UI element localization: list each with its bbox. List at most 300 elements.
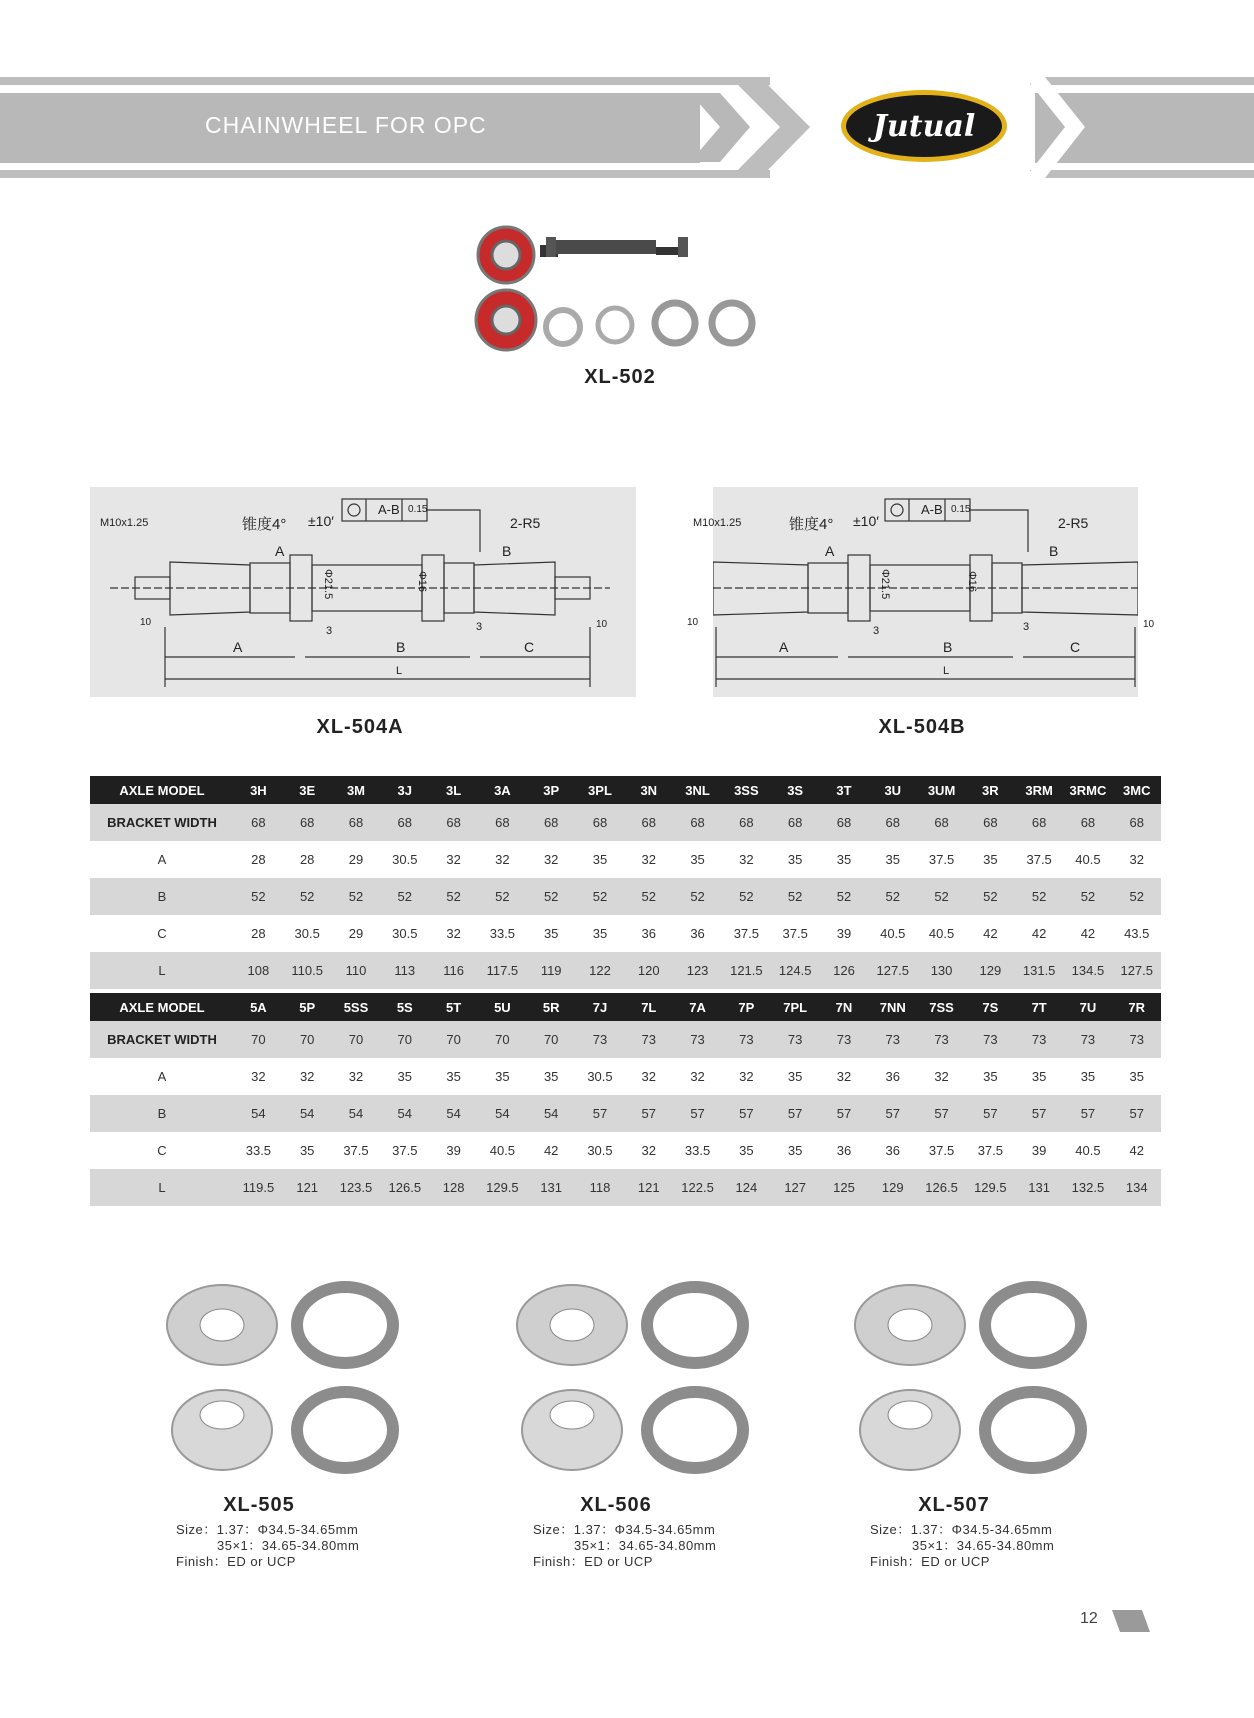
- table-cell: 57: [966, 1095, 1015, 1132]
- header-model-cell: 5P: [283, 993, 332, 1021]
- table-cell: 35: [397, 1069, 413, 1084]
- table-cell: 57: [1064, 1095, 1113, 1132]
- table-cell: 52: [1015, 878, 1064, 915]
- table-cell: 110: [332, 952, 381, 989]
- header-model-cell: 5T: [429, 993, 478, 1021]
- table-cell: 52: [429, 878, 478, 915]
- dim-b: B: [396, 639, 406, 655]
- dim-l-b: L: [943, 665, 950, 677]
- table-row: [90, 804, 1161, 841]
- row-label: BRACKET WIDTH: [90, 804, 234, 841]
- table-cell: 35: [787, 1069, 803, 1084]
- table-cell: 57: [868, 1095, 917, 1132]
- xl-505-label: XL-505: [223, 1494, 295, 1516]
- header-model-cell: 3RM: [1015, 776, 1064, 804]
- xl-504a-label: XL-504A: [316, 716, 404, 738]
- xl-505-finish: Finish：ED or UCP: [176, 1554, 296, 1569]
- xl-502-label: XL-502: [584, 366, 656, 388]
- table-cell: 32: [446, 852, 461, 867]
- table-cell: 37.5: [1026, 852, 1052, 867]
- logo-text: Jutual: [872, 108, 976, 144]
- table-cell: 68: [722, 804, 771, 841]
- table-cell: 33.5: [684, 1143, 711, 1158]
- xl-504b-label: XL-504B: [878, 716, 966, 738]
- table-row: [90, 915, 1161, 952]
- header-model-cell: 3A: [478, 776, 527, 804]
- header-model-cell: 7R: [1112, 993, 1161, 1021]
- table-cell: 42: [983, 926, 998, 941]
- table-cell: 131: [527, 1169, 576, 1206]
- table-cell: 123.5: [332, 1169, 381, 1206]
- table-cell: 68: [917, 804, 966, 841]
- datum-a: A: [275, 543, 285, 559]
- table-row: [90, 878, 1161, 915]
- table-cell: 39: [1031, 1143, 1047, 1158]
- table-cell: 52: [1112, 878, 1161, 915]
- table-cell: 32: [495, 852, 510, 867]
- table-cell: 52: [917, 878, 966, 915]
- header-model-cell: 3RMC: [1064, 776, 1113, 804]
- xl-506-finish: Finish：ED or UCP: [533, 1554, 653, 1569]
- table-row: [90, 1058, 1161, 1095]
- table-cell: 119: [527, 952, 576, 989]
- header-model-cell: 3MC: [1112, 776, 1161, 804]
- table-cell: 54: [429, 1095, 478, 1132]
- row-label: B: [90, 878, 234, 915]
- table-cell: 37.5: [928, 1143, 955, 1158]
- header-model-cell: 3P: [527, 776, 576, 804]
- table-cell: 54: [380, 1095, 429, 1132]
- diameter-16-b: Φ16: [966, 571, 978, 593]
- page-title: CHAINWHEEL FOR OPC: [205, 112, 487, 138]
- header-model-cell: 7P: [722, 993, 771, 1021]
- header-model-cell: 5SS: [332, 993, 381, 1021]
- table-cell: 73: [966, 1021, 1015, 1058]
- table-cell: 68: [966, 804, 1015, 841]
- row-label: BRACKET WIDTH: [90, 1021, 234, 1058]
- table-cell: 73: [722, 1021, 771, 1058]
- table-cell: 35: [543, 1069, 559, 1084]
- table-cell: 52: [624, 878, 673, 915]
- header-model-cell: 7N: [820, 993, 869, 1021]
- table-cell: 119.5: [234, 1169, 283, 1206]
- header-model-cell: 5U: [478, 993, 527, 1021]
- dim-c-b: C: [1070, 639, 1081, 655]
- table-cell: 32: [446, 926, 461, 941]
- table-cell: 68: [380, 804, 429, 841]
- table-cell: 40.5: [880, 926, 906, 941]
- axle-spec-table-5-7: [90, 993, 1161, 1206]
- xl-507-size-2: 35×1：34.65-34.80mm: [912, 1538, 1055, 1553]
- table-cell: 57: [917, 1095, 966, 1132]
- header-model-cell: 3SS: [722, 776, 771, 804]
- table-cell: 52: [527, 878, 576, 915]
- table-cell: 28: [251, 852, 266, 867]
- table-row: [90, 1132, 1161, 1169]
- table-cell: 39: [446, 1143, 461, 1158]
- table-cell: 54: [283, 1095, 332, 1132]
- table-cell: 52: [332, 878, 381, 915]
- table-cell: 125: [820, 1169, 869, 1206]
- table-cell: 33.5: [245, 1143, 272, 1158]
- table-cell: 70: [380, 1021, 429, 1058]
- table-cell: 68: [1064, 804, 1113, 841]
- table-cell: 30.5: [294, 926, 320, 941]
- thread-spec-b: M10x1.25: [693, 517, 742, 529]
- table-cell: 68: [1015, 804, 1064, 841]
- table-cell: 42: [1129, 1143, 1144, 1158]
- radius-spec-b: 2-R5: [1058, 515, 1089, 531]
- table-cell: 52: [673, 878, 722, 915]
- table-cell: 57: [624, 1095, 673, 1132]
- runout-datum: A-B: [378, 502, 400, 517]
- table-row: [90, 841, 1161, 878]
- thread-spec: M10x1.25: [100, 517, 149, 529]
- table-cell: 68: [527, 804, 576, 841]
- table-cell: 40.5: [928, 926, 955, 941]
- header-model-cell: 3L: [429, 776, 478, 804]
- table-cell: 70: [527, 1021, 576, 1058]
- header-model-cell: 3T: [820, 776, 869, 804]
- table-cell: 68: [868, 804, 917, 841]
- table-cell: 35: [739, 1143, 754, 1158]
- table-cell: 131.5: [1015, 952, 1064, 989]
- table-cell: 73: [576, 1021, 625, 1058]
- table-cell: 52: [771, 878, 820, 915]
- table-cell: 57: [673, 1095, 722, 1132]
- table-cell: 124: [722, 1169, 771, 1206]
- xl-506-photo: [510, 1280, 770, 1480]
- taper-tolerance: ±10′: [308, 513, 334, 529]
- xl-507-label: XL-507: [918, 1494, 990, 1516]
- xl-506-size-1: Size：1.37：Φ34.5-34.65mm: [533, 1522, 716, 1537]
- table-cell: 127.5: [868, 952, 917, 989]
- table-cell: 70: [429, 1021, 478, 1058]
- table-cell: 29: [348, 852, 364, 867]
- table-cell: 57: [771, 1095, 820, 1132]
- table-cell: 39: [836, 926, 852, 941]
- table-cell: 134.5: [1064, 952, 1113, 989]
- xl-506-size-2: 35×1：34.65-34.80mm: [574, 1538, 717, 1553]
- table-cell: 35: [787, 852, 803, 867]
- table-cell: 32: [641, 1143, 656, 1158]
- table-cell: 73: [917, 1021, 966, 1058]
- table-cell: 35: [543, 926, 559, 941]
- table-row: [90, 1021, 1161, 1058]
- table-cell: 68: [673, 804, 722, 841]
- xl-505-size-2: 35×1：34.65-34.80mm: [217, 1538, 360, 1553]
- table-cell: 121.5: [722, 952, 771, 989]
- table-cell: 57: [820, 1095, 869, 1132]
- table-cell: 42: [1031, 926, 1047, 941]
- xl-505-size-1: Size：1.37：Φ34.5-34.65mm: [176, 1522, 359, 1537]
- header-model-cell: 3H: [234, 776, 283, 804]
- dim-10-right-b: 10: [1143, 619, 1155, 630]
- table-cell: 130: [917, 952, 966, 989]
- table-cell: 129: [966, 952, 1015, 989]
- table-cell: 73: [673, 1021, 722, 1058]
- table-cell: 28: [299, 852, 315, 867]
- table-cell: 129.5: [966, 1169, 1015, 1206]
- table-cell: 40.5: [1075, 852, 1101, 867]
- table-cell: 52: [234, 878, 283, 915]
- table-cell: 68: [234, 804, 283, 841]
- header-model-cell: 3N: [624, 776, 673, 804]
- table-cell: 35: [592, 852, 608, 867]
- runout-value: 0.15: [408, 504, 428, 515]
- table-cell: 73: [1064, 1021, 1113, 1058]
- table-cell: 123: [673, 952, 722, 989]
- dim-c: C: [524, 639, 535, 655]
- brand-logo: [841, 90, 1007, 162]
- table-row: [90, 1169, 1161, 1206]
- table-cell: 68: [1112, 804, 1161, 841]
- table-cell: 122.5: [673, 1169, 722, 1206]
- table-cell: 37.5: [928, 852, 955, 867]
- table-cell: 110.5: [283, 952, 332, 989]
- table-cell: 70: [234, 1021, 283, 1058]
- header-model-cell: 3M: [332, 776, 381, 804]
- table-cell: 68: [624, 804, 673, 841]
- table-cell: 73: [624, 1021, 673, 1058]
- table-cell: 57: [722, 1095, 771, 1132]
- header-model-cell: 3U: [868, 776, 917, 804]
- table-cell: 32: [739, 852, 754, 867]
- table-cell: 35: [836, 852, 852, 867]
- table-cell: 35: [787, 1143, 803, 1158]
- axle-spec-table-3: [90, 776, 1161, 989]
- header-model-cell: 3J: [380, 776, 429, 804]
- table-cell: 54: [527, 1095, 576, 1132]
- header-model-cell: 3NL: [673, 776, 722, 804]
- dim-l: L: [396, 665, 403, 677]
- header-model-cell: 3PL: [576, 776, 625, 804]
- taper-tolerance-b: ±10′: [853, 513, 879, 529]
- table-cell: 127.5: [1112, 952, 1161, 989]
- header-model-cell: 3S: [771, 776, 820, 804]
- table-cell: 52: [820, 878, 869, 915]
- header-model-cell: 7J: [576, 993, 625, 1021]
- table-cell: 70: [332, 1021, 381, 1058]
- table-cell: 68: [820, 804, 869, 841]
- table-cell: 54: [234, 1095, 283, 1132]
- xl-507-finish: Finish：ED or UCP: [870, 1554, 990, 1569]
- table-cell: 52: [576, 878, 625, 915]
- runout-datum-b: A-B: [921, 502, 943, 517]
- table-cell: 52: [868, 878, 917, 915]
- table-cell: 52: [722, 878, 771, 915]
- xl-507-photo: [848, 1280, 1108, 1480]
- table-cell: 129: [868, 1169, 917, 1206]
- table-cell: 42: [543, 1143, 559, 1158]
- header-model-cell: 5A: [234, 993, 283, 1021]
- table-cell: 117.5: [478, 952, 527, 989]
- table-cell: 35: [690, 852, 705, 867]
- row-label: C: [157, 926, 167, 941]
- table-cell: 32: [690, 1069, 705, 1084]
- table-cell: 121: [283, 1169, 332, 1206]
- table-cell: 52: [478, 878, 527, 915]
- table-cell: 43.5: [1124, 926, 1150, 941]
- taper-spec-b: 锥度4°: [789, 516, 834, 533]
- table-cell: 73: [1112, 1021, 1161, 1058]
- table-cell: 32: [543, 852, 559, 867]
- dim-b-b: B: [943, 639, 953, 655]
- table-cell: 35: [495, 1069, 510, 1084]
- header-model-cell: 5S: [380, 993, 429, 1021]
- table-cell: 131: [1015, 1169, 1064, 1206]
- table-cell: 32: [299, 1069, 315, 1084]
- header-model-cell: 7A: [673, 993, 722, 1021]
- table-cell: 134: [1112, 1169, 1161, 1206]
- table-cell: 36: [641, 926, 656, 941]
- table-cell: 32: [934, 1069, 949, 1084]
- table-cell: 35: [1080, 1069, 1096, 1084]
- table-cell: 30.5: [587, 1143, 613, 1158]
- table-cell: 126.5: [380, 1169, 429, 1206]
- table-cell: 132.5: [1064, 1169, 1113, 1206]
- table-cell: 70: [283, 1021, 332, 1058]
- row-label: B: [90, 1095, 234, 1132]
- row-label: A: [157, 852, 167, 867]
- xl-504b-diagram: [687, 487, 1155, 697]
- table-cell: 35: [592, 926, 608, 941]
- table-cell: 126.5: [917, 1169, 966, 1206]
- radius-spec: 2-R5: [510, 515, 541, 531]
- table-cell: 40.5: [1075, 1143, 1101, 1158]
- header-model-cell: 7SS: [917, 993, 966, 1021]
- table-cell: 73: [868, 1021, 917, 1058]
- table-cell: 30.5: [587, 1069, 613, 1084]
- table-cell: 32: [739, 1069, 754, 1084]
- dim-a: A: [233, 639, 243, 655]
- table-cell: 116: [429, 952, 478, 989]
- header-model-cell: 3E: [283, 776, 332, 804]
- table-cell: 57: [576, 1095, 625, 1132]
- page-tab-icon: [1112, 1610, 1150, 1632]
- header-model-cell: 5R: [527, 993, 576, 1021]
- dim-3-left: 3: [326, 625, 333, 637]
- table-cell: 108: [234, 952, 283, 989]
- table-cell: 28: [251, 926, 266, 941]
- table-cell: 54: [332, 1095, 381, 1132]
- table-cell: 120: [624, 952, 673, 989]
- table-cell: 73: [1015, 1021, 1064, 1058]
- table-cell: 36: [885, 1069, 900, 1084]
- table-cell: 68: [771, 804, 820, 841]
- right-chevron: [1025, 77, 1085, 178]
- table-cell: 32: [251, 1069, 266, 1084]
- table-cell: 122: [576, 952, 625, 989]
- xl-502-photo: [470, 225, 770, 360]
- header-model-cell: 7S: [966, 993, 1015, 1021]
- row-label: C: [157, 1143, 167, 1158]
- header-model-cell: 7PL: [771, 993, 820, 1021]
- table-cell: 121: [624, 1169, 673, 1206]
- header-model-cell: 3UM: [917, 776, 966, 804]
- table-cell: 37.5: [733, 926, 760, 941]
- table-cell: 68: [332, 804, 381, 841]
- table-cell: 57: [1112, 1095, 1161, 1132]
- row-label: A: [157, 1069, 167, 1084]
- dim-a-b: A: [779, 639, 789, 655]
- table-cell: 35: [885, 852, 900, 867]
- datum-b: B: [502, 543, 512, 559]
- table-cell: 37.5: [782, 926, 808, 941]
- table-cell: 32: [641, 1069, 656, 1084]
- dim-10-left: 10: [140, 617, 152, 628]
- table-cell: 128: [429, 1169, 478, 1206]
- table-cell: 37.5: [977, 1143, 1003, 1158]
- table-cell: 57: [1015, 1095, 1064, 1132]
- xl-504a-diagram: [90, 487, 636, 697]
- table-cell: 68: [478, 804, 527, 841]
- runout-value-b: 0.15: [951, 504, 971, 515]
- taper-spec: 锥度4°: [242, 516, 287, 533]
- table-cell: 29: [348, 926, 364, 941]
- table-cell: 52: [966, 878, 1015, 915]
- dim-3-left-b: 3: [873, 625, 880, 637]
- diameter-21: Φ21.5: [322, 569, 334, 600]
- xl-505-photo: [160, 1280, 420, 1480]
- xl-507-size-1: Size：1.37：Φ34.5-34.65mm: [870, 1522, 1053, 1537]
- table-cell: 30.5: [392, 852, 418, 867]
- table-cell: 32: [641, 852, 656, 867]
- header-model-cell: 7NN: [868, 993, 917, 1021]
- table-cell: 68: [429, 804, 478, 841]
- table-cell: 35: [446, 1069, 461, 1084]
- table-cell: 52: [1064, 878, 1113, 915]
- dim-3-right-b: 3: [1023, 621, 1030, 633]
- xl-506-label: XL-506: [580, 1494, 652, 1516]
- table-cell: 118: [576, 1169, 625, 1206]
- table-cell: 36: [885, 1143, 900, 1158]
- table-cell: 32: [1129, 852, 1144, 867]
- table-cell: 113: [380, 952, 429, 989]
- table-cell: 32: [348, 1069, 364, 1084]
- page-number: 12: [1080, 1610, 1098, 1627]
- table-cell: 73: [771, 1021, 820, 1058]
- table-cell: 35: [1129, 1069, 1144, 1084]
- table-cell: 35: [1031, 1069, 1047, 1084]
- table-row: [90, 1095, 1161, 1132]
- table-cell: 35: [983, 1069, 998, 1084]
- header-model-cell: 7T: [1015, 993, 1064, 1021]
- row-label: L: [90, 1169, 234, 1206]
- table-cell: 30.5: [392, 926, 418, 941]
- table-cell: 124.5: [771, 952, 820, 989]
- table-cell: 52: [380, 878, 429, 915]
- header-axle-model: AXLE MODEL: [90, 776, 234, 804]
- dim-3-right: 3: [476, 621, 483, 633]
- table-cell: 37.5: [392, 1143, 418, 1158]
- dim-10-left-b: 10: [687, 617, 699, 628]
- table-cell: 42: [1080, 926, 1096, 941]
- diameter-16: Φ16: [416, 571, 428, 593]
- table-cell: 127: [771, 1169, 820, 1206]
- table-cell: 70: [478, 1021, 527, 1058]
- diameter-21-b: Φ21.5: [879, 569, 891, 600]
- table-cell: 35: [299, 1143, 315, 1158]
- table-cell: 32: [836, 1069, 852, 1084]
- table-cell: 35: [983, 852, 998, 867]
- table-cell: 126: [820, 952, 869, 989]
- datum-b-b: B: [1049, 543, 1059, 559]
- header-model-cell: 7U: [1064, 993, 1113, 1021]
- row-label: L: [90, 952, 234, 989]
- table-cell: 129.5: [478, 1169, 527, 1206]
- header-axle-model: AXLE MODEL: [90, 993, 234, 1021]
